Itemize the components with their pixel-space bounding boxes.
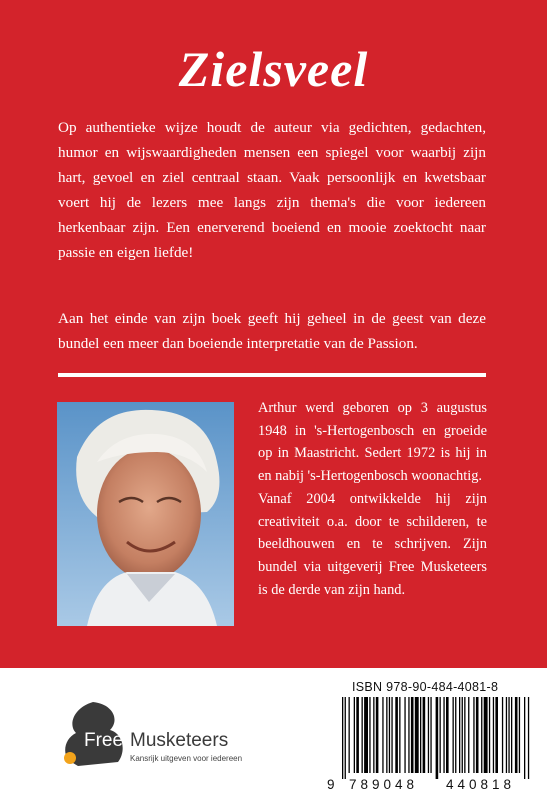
- barcode-bar: [484, 697, 488, 773]
- barcode-bar: [356, 697, 359, 773]
- logo-word-musketeers: Musketeers: [130, 730, 229, 751]
- barcode-bar: [342, 697, 343, 779]
- barcode-bar: [411, 697, 414, 773]
- barcode-bar: [386, 697, 387, 773]
- barcode-bar: [476, 697, 479, 773]
- barcode-bar: [436, 697, 439, 779]
- barcode-bar: [362, 697, 363, 773]
- barcode-bar: [455, 697, 456, 773]
- isbn-barcode: [340, 697, 530, 779]
- barcode-digit-first: 9: [327, 777, 335, 792]
- barcode-bar: [459, 697, 460, 773]
- barcode-bar: [382, 697, 383, 773]
- blurb-paragraph-1: Op authentieke wijze houdt de auteur via gedichten, gedachten, humor en wijswaardigheden mensen een spiegel voor waarbij zijn hart, gevoel en ziel centraal staan. Vaak persoonlijk en kwetsbaar voert hij de lezers mee langs zijn thema's die voor iedereen herkenbaar zijn. Een enerverend boeiend en mooie zoektocht naar passie en eigen liefde!: [58, 119, 486, 261]
- author-portrait-image: [57, 402, 234, 626]
- barcode-bar: [495, 697, 498, 773]
- barcode-bar: [428, 697, 429, 773]
- barcode-bar: [489, 697, 490, 773]
- barcode-bar: [440, 697, 441, 773]
- barcode-bar: [468, 697, 469, 773]
- barcode-bar: [502, 697, 503, 773]
- publisher-tagline: Kansrijk uitgeven voor iedereen: [130, 754, 243, 763]
- author-bio: [258, 397, 487, 601]
- barcode-digits-left: 789048: [349, 777, 419, 792]
- bio-paragraph-2: Vanaf 2004 ontwikkelde hij zijn creativiteit o.a. door te schilderen, te beeldhouwen en te schrijven. Zijn bundel via uitgeverij Free Musketeers is de derde van zijn hand.: [258, 490, 487, 598]
- barcode-bar: [399, 697, 400, 773]
- barcode-bar: [415, 697, 419, 773]
- barcode-bar: [369, 697, 370, 773]
- divider-line: [58, 373, 486, 377]
- barcode-bar: [453, 697, 454, 773]
- barcode-bar: [508, 697, 509, 773]
- barcode-bar: [524, 697, 525, 779]
- barcode-bar: [345, 697, 346, 779]
- barcode-bar: [404, 697, 405, 773]
- barcode-bar: [519, 697, 520, 773]
- barcode-bar: [528, 697, 529, 779]
- barcode-bar: [462, 697, 463, 773]
- isbn-label: ISBN 978-90-484-4081-8: [352, 680, 499, 694]
- barcode-digits-right: 440818: [446, 777, 516, 792]
- barcode-bar: [506, 697, 507, 773]
- barcode-bar: [515, 697, 518, 773]
- barcode-bar: [354, 697, 355, 773]
- barcode-bar: [395, 697, 398, 773]
- barcode-bar: [391, 697, 392, 773]
- barcode-bar: [376, 697, 379, 773]
- barcode-bar: [408, 697, 409, 773]
- blurb-paragraph-2: Aan het einde van zijn boek geeft hij geheel in de geest van deze bundel een meer dan boeiende interpretatie van de Passion.: [58, 310, 486, 352]
- barcode-bar: [430, 697, 431, 773]
- barcode-bar: [511, 697, 512, 773]
- barcode-bar: [464, 697, 465, 773]
- bio-paragraph-1: Arthur werd geboren op 3 augustus 1948 in 's-Hertogenbosch en groeide op in Maastricht. Sedert 1972 is hij in en nabij 's-Hertogenbosch woonachtig.: [258, 400, 487, 485]
- book-title: Zielsveel: [178, 41, 369, 97]
- barcode-bar: [423, 697, 426, 773]
- barcode-bar: [349, 697, 350, 773]
- barcode-bar: [473, 697, 474, 773]
- barcode-bar: [443, 697, 444, 773]
- publisher-logo: [58, 700, 278, 770]
- barcode-bar: [420, 697, 421, 773]
- barcode-bar: [364, 697, 368, 773]
- barcode-bar: [446, 697, 449, 773]
- barcode-bar: [493, 697, 494, 773]
- barcode-bar: [389, 697, 390, 773]
- author-photo: [57, 402, 234, 626]
- logo-word-free: Free: [84, 730, 124, 751]
- barcode-bar: [481, 697, 482, 773]
- barcode-bar: [373, 697, 374, 773]
